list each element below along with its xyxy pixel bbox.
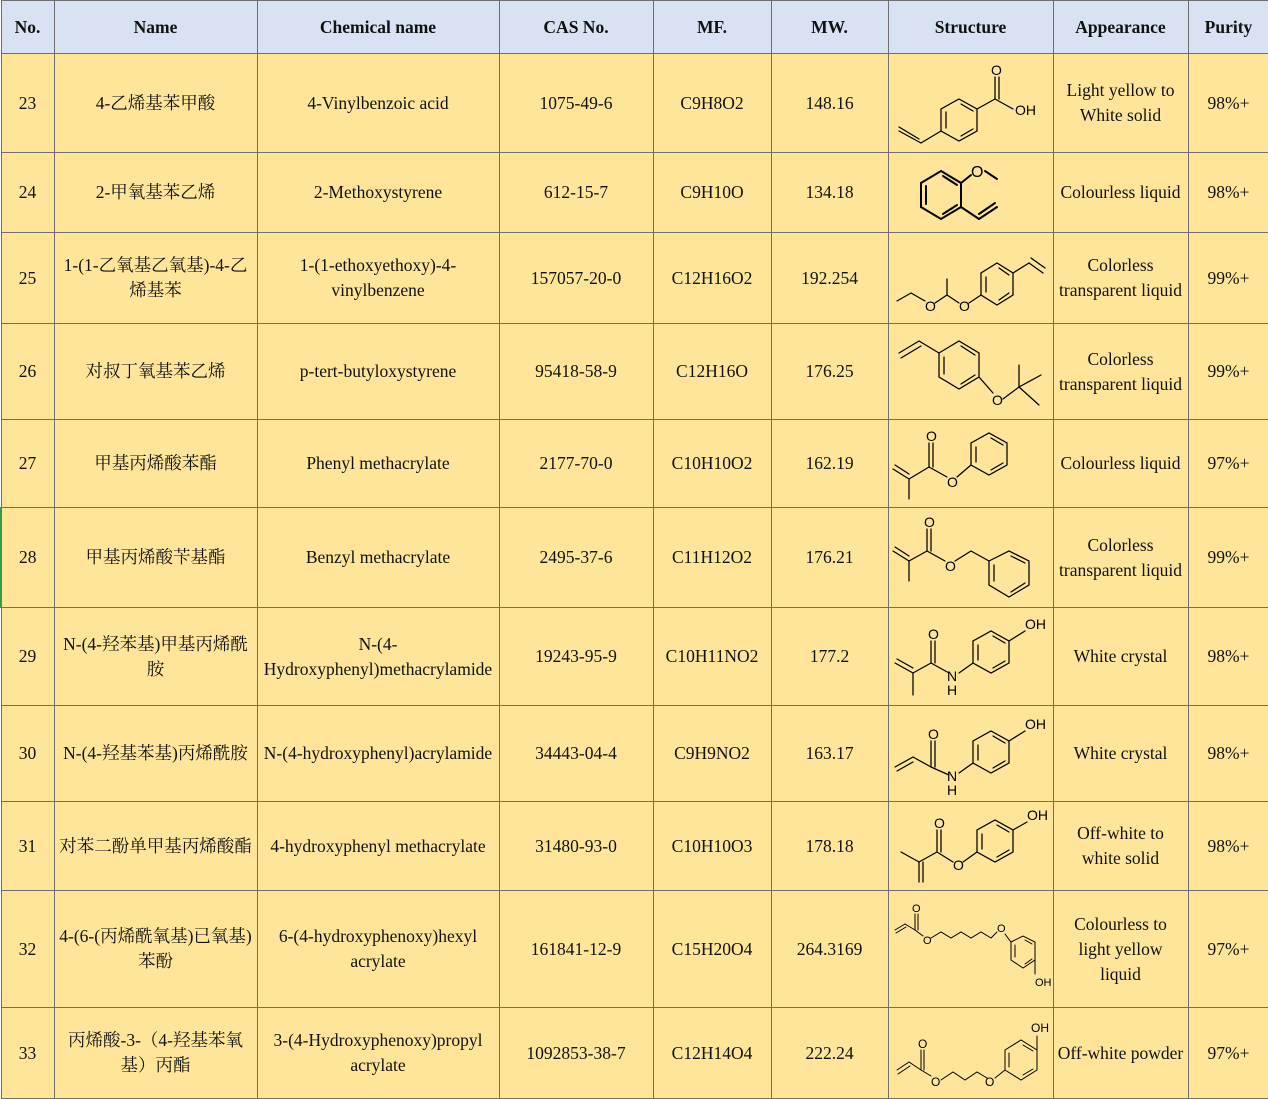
- cell-purity: 98%+: [1188, 54, 1268, 153]
- cell-purity: 99%+: [1188, 324, 1268, 420]
- cell-no: 27: [1, 420, 54, 508]
- cell-chemical-name: Benzyl methacrylate: [257, 508, 499, 608]
- cell-mf: C10H10O3: [653, 802, 771, 891]
- atom-label: O: [952, 857, 964, 873]
- table-row: [1, 508, 1268, 608]
- cell-chemical-name: 1-(1-ethoxyethoxy)-4-vinylbenzene: [257, 233, 499, 324]
- cell-appearance: Colourless to light yellow liquid: [1053, 891, 1188, 1008]
- cell-purity: 98%+: [1188, 706, 1268, 802]
- cell-cas: 157057-20-0: [499, 233, 653, 324]
- cell-no: 25: [1, 233, 54, 324]
- structure-drawing: [891, 709, 1051, 799]
- cell-no: 31: [1, 802, 54, 891]
- atom-label: O: [944, 557, 956, 574]
- cell-no: 33: [1, 1008, 54, 1099]
- header-chemical-name: Chemical name: [257, 1, 499, 54]
- header-name: Name: [54, 1, 257, 54]
- atom-label: O: [923, 513, 935, 530]
- cell-mf: C9H8O2: [653, 54, 771, 153]
- atom-label: H: [946, 681, 957, 698]
- header-mw: MW.: [771, 1, 888, 54]
- cell-cas: 34443-04-4: [499, 706, 653, 802]
- cell-cas: 161841-12-9: [499, 891, 653, 1008]
- cell-purity: 99%+: [1188, 508, 1268, 608]
- cell-mw: 163.17: [771, 706, 888, 802]
- cell-purity: 97%+: [1188, 420, 1268, 508]
- cell-no: 26: [1, 324, 54, 420]
- cell-cas: 612-15-7: [499, 153, 653, 233]
- cell-appearance: Off-white to white solid: [1053, 802, 1188, 891]
- cell-cas: 31480-93-0: [499, 802, 653, 891]
- header-appearance: Appearance: [1053, 1, 1188, 54]
- atom-label: O: [970, 163, 983, 181]
- atom-label: O: [917, 1037, 927, 1051]
- structure-drawing: [891, 611, 1051, 703]
- cell-mw: 134.18: [771, 153, 888, 233]
- atom-label: O: [984, 1075, 994, 1089]
- cell-chemical-name: 3-(4-Hydroxyphenoxy)propyl acrylate: [257, 1008, 499, 1099]
- atom-label: O: [990, 62, 1002, 78]
- structure-drawing: [891, 235, 1051, 321]
- cell-mf: C10H10O2: [653, 420, 771, 508]
- header-structure: Structure: [888, 1, 1053, 54]
- cell-purity: 97%+: [1188, 891, 1268, 1008]
- cell-no: 30: [1, 706, 54, 802]
- cell-chemical-name: Phenyl methacrylate: [257, 420, 499, 508]
- cell-chemical-name: 4-hydroxyphenyl methacrylate: [257, 802, 499, 891]
- cell-name: 4-乙烯基苯甲酸: [54, 54, 257, 153]
- cell-mf: C10H11NO2: [653, 608, 771, 706]
- cell-mw: 264.3169: [771, 891, 888, 1008]
- table-row: [1, 153, 1268, 233]
- structure-drawing: [891, 57, 1051, 149]
- cell-cas: 2177-70-0: [499, 420, 653, 508]
- table-row: [1, 324, 1268, 420]
- cell-cas: 2495-37-6: [499, 508, 653, 608]
- cell-chemical-name: N-(4-hydroxyphenyl)acrylamide: [257, 706, 499, 802]
- table-row: [1, 233, 1268, 324]
- table-row: [1, 420, 1268, 508]
- table-row: [1, 1008, 1268, 1099]
- table-row: [1, 802, 1268, 891]
- cell-mw: 178.18: [771, 802, 888, 891]
- cell-appearance: Off-white powder: [1053, 1008, 1188, 1099]
- cell-mf: C11H12O2: [653, 508, 771, 608]
- atom-label: O: [924, 298, 936, 314]
- cell-name: 丙烯酸-3-（4-羟基苯氧基）丙酯: [54, 1008, 257, 1099]
- atom-label: O: [927, 725, 939, 742]
- cell-mf: C15H20O4: [653, 891, 771, 1008]
- cell-chemical-name: p-tert-butyloxystyrene: [257, 324, 499, 420]
- cell-cas: 1092853-38-7: [499, 1008, 653, 1099]
- atom-label: O: [927, 625, 939, 642]
- atom-label: O: [911, 903, 921, 915]
- atom-label: O: [930, 1075, 940, 1089]
- atom-label: O: [925, 427, 937, 444]
- header-row: [1, 1, 1268, 54]
- atom-label: OH: [1024, 715, 1046, 732]
- atom-label: O: [991, 391, 1003, 408]
- cell-name: 对叔丁氧基苯乙烯: [54, 324, 257, 420]
- cell-appearance: Colorless transparent liquid: [1053, 324, 1188, 420]
- cell-appearance: Colourless liquid: [1053, 153, 1188, 233]
- cell-mw: 192.254: [771, 233, 888, 324]
- cell-structure: [888, 420, 1053, 508]
- cell-name: 1-(1-乙氧基乙氧基)-4-乙烯基苯: [54, 233, 257, 324]
- cell-appearance: Colourless liquid: [1053, 420, 1188, 508]
- atom-label: OH: [1026, 807, 1048, 823]
- cell-name: 甲基丙烯酸苄基酯: [54, 508, 257, 608]
- cell-appearance: Colorless transparent liquid: [1053, 508, 1188, 608]
- cell-purity: 98%+: [1188, 802, 1268, 891]
- header-no: No.: [1, 1, 54, 54]
- cell-cas: 1075-49-6: [499, 54, 653, 153]
- cell-purity: 97%+: [1188, 1008, 1268, 1099]
- cell-appearance: Light yellow to White solid: [1053, 54, 1188, 153]
- cell-purity: 98%+: [1188, 608, 1268, 706]
- cell-mw: 176.21: [771, 508, 888, 608]
- cell-structure: [888, 324, 1053, 420]
- structure-drawing: [891, 804, 1051, 888]
- cell-name: 甲基丙烯酸苯酯: [54, 420, 257, 508]
- cell-structure: [888, 54, 1053, 153]
- atom-label: OH: [1014, 102, 1036, 118]
- structure-drawing: [891, 511, 1051, 605]
- table-row: [1, 891, 1268, 1008]
- cell-name: N-(4-羟苯基)甲基丙烯酰胺: [54, 608, 257, 706]
- cell-structure: [888, 153, 1053, 233]
- header-purity: Purity: [1188, 1, 1268, 54]
- header-cas: CAS No.: [499, 1, 653, 54]
- header-mf: MF.: [653, 1, 771, 54]
- cell-appearance: White crystal: [1053, 608, 1188, 706]
- cell-no: 24: [1, 153, 54, 233]
- cell-appearance: White crystal: [1053, 706, 1188, 802]
- cell-name: 对苯二酚单甲基丙烯酸酯: [54, 802, 257, 891]
- atom-label: N: [946, 667, 957, 684]
- atom-label: OH: [1030, 1021, 1049, 1035]
- cell-mf: C12H16O: [653, 324, 771, 420]
- cell-no: 23: [1, 54, 54, 153]
- cell-mw: 162.19: [771, 420, 888, 508]
- cell-no: 32: [1, 891, 54, 1008]
- cell-cas: 95418-58-9: [499, 324, 653, 420]
- atom-label: OH: [1024, 615, 1046, 632]
- atom-label: O: [958, 298, 970, 314]
- cell-mw: 177.2: [771, 608, 888, 706]
- cell-structure: [888, 706, 1053, 802]
- atom-label: OH: [1034, 977, 1051, 989]
- cell-purity: 99%+: [1188, 233, 1268, 324]
- cell-structure: [888, 1008, 1053, 1099]
- structure-drawing: [891, 327, 1051, 417]
- cell-structure: [888, 233, 1053, 324]
- cell-chemical-name: 4-Vinylbenzoic acid: [257, 54, 499, 153]
- atom-label: H: [946, 781, 957, 798]
- cell-name: 2-甲氧基苯乙烯: [54, 153, 257, 233]
- cell-mf: C12H16O2: [653, 233, 771, 324]
- cell-chemical-name: 2-Methoxystyrene: [257, 153, 499, 233]
- structure-drawing: [891, 155, 1051, 231]
- atom-label: O: [933, 815, 945, 831]
- cell-name: 4-(6-(丙烯酰氧基)已氧基)苯酚: [54, 891, 257, 1008]
- cell-name: N-(4-羟基苯基)丙烯酰胺: [54, 706, 257, 802]
- atom-label: N: [946, 767, 957, 784]
- cell-mf: C12H14O4: [653, 1008, 771, 1099]
- cell-mf: C9H9NO2: [653, 706, 771, 802]
- cell-mf: C9H10O: [653, 153, 771, 233]
- atom-label: O: [922, 935, 932, 947]
- cell-appearance: Colorless transparent liquid: [1053, 233, 1188, 324]
- cell-structure: [888, 802, 1053, 891]
- cell-purity: 98%+: [1188, 153, 1268, 233]
- table-row: [1, 54, 1268, 153]
- cell-chemical-name: N-(4-Hydroxyphenyl)methacrylamide: [257, 608, 499, 706]
- cell-structure: [888, 508, 1053, 608]
- cell-mw: 148.16: [771, 54, 888, 153]
- structure-drawing: [891, 423, 1051, 505]
- table-row: [1, 706, 1268, 802]
- atom-label: O: [996, 923, 1006, 935]
- table-row: [1, 608, 1268, 706]
- structure-drawing: [891, 1010, 1051, 1096]
- cell-no: 29: [1, 608, 54, 706]
- atom-label: O: [946, 473, 958, 490]
- cell-mw: 176.25: [771, 324, 888, 420]
- cell-structure: [888, 891, 1053, 1008]
- cell-no: 28: [1, 508, 54, 608]
- cell-mw: 222.24: [771, 1008, 888, 1099]
- structure-drawing: [891, 894, 1051, 1004]
- cell-structure: [888, 608, 1053, 706]
- cell-cas: 19243-95-9: [499, 608, 653, 706]
- cell-chemical-name: 6-(4-hydroxyphenoxy)hexyl acrylate: [257, 891, 499, 1008]
